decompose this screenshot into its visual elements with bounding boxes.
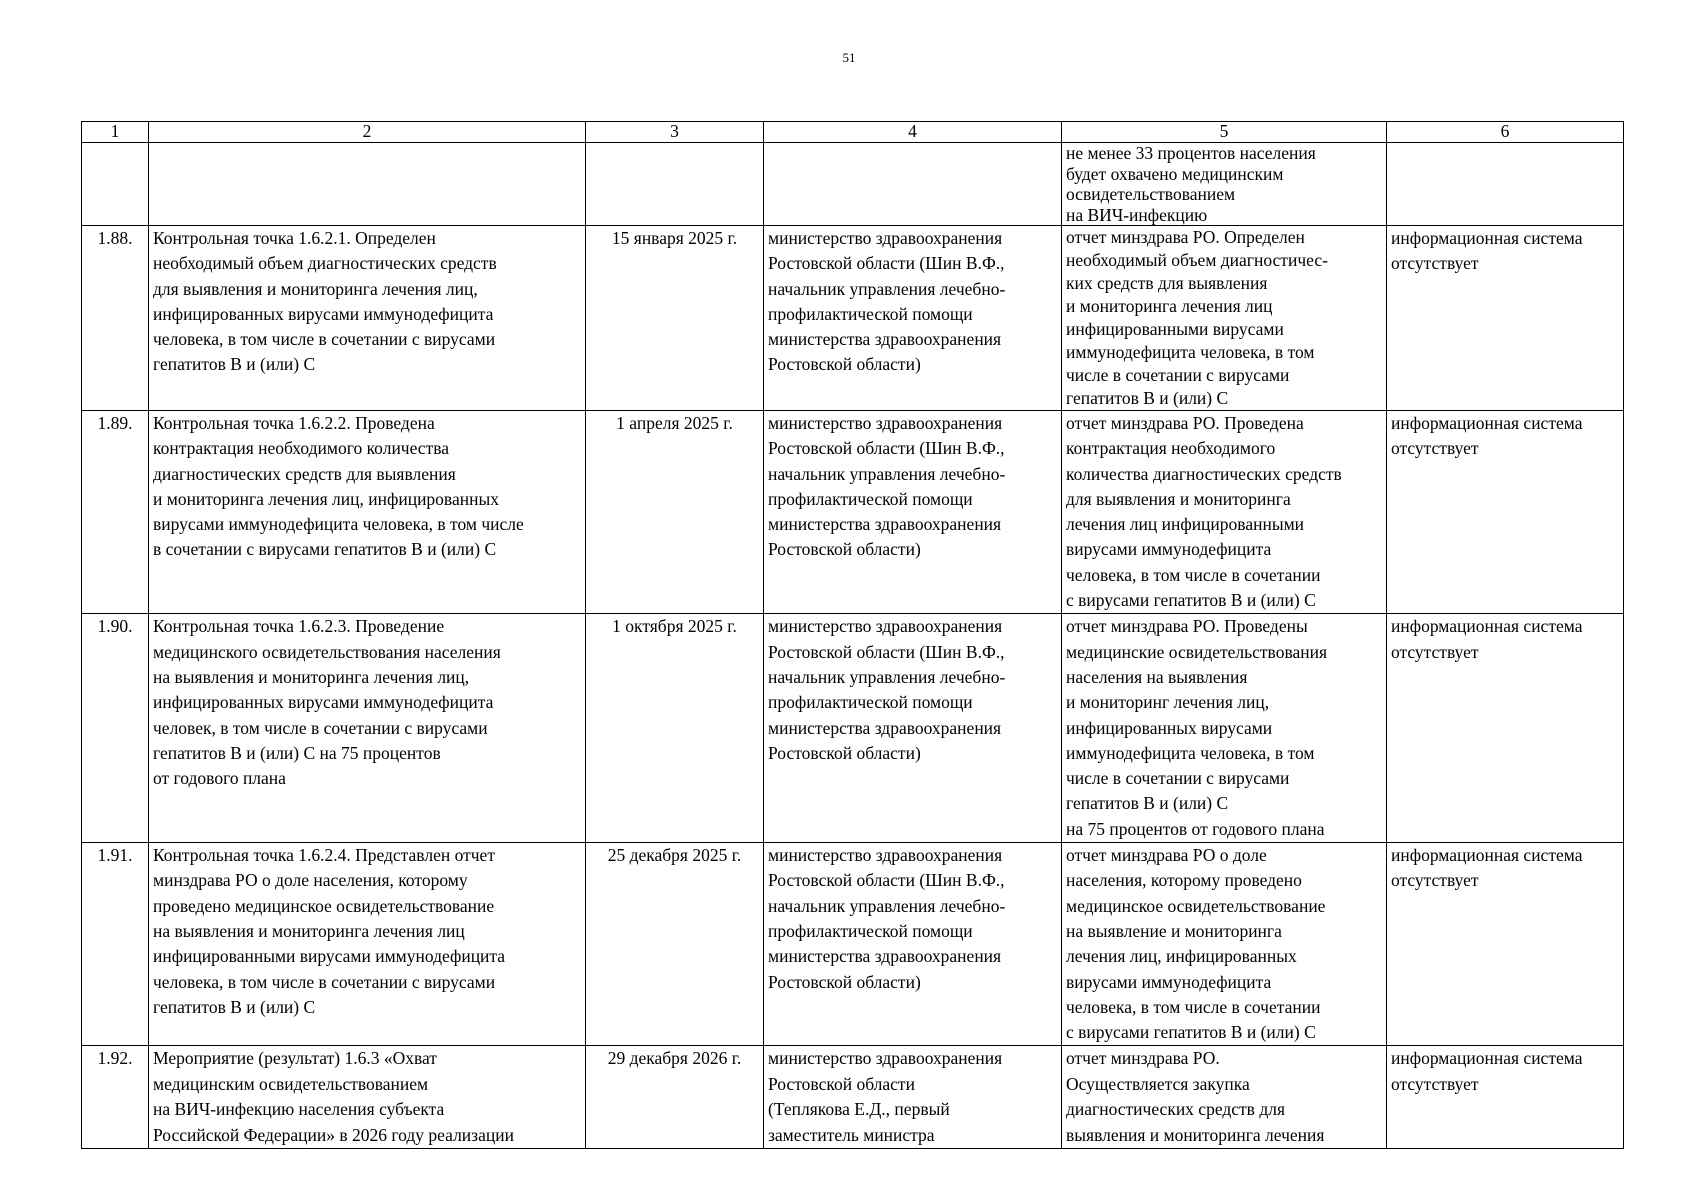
continuation-row (82, 143, 1624, 226)
cell-date: 15 января 2025 г. (586, 226, 764, 411)
header-col-2: 2 (149, 122, 586, 143)
cell-event: Контрольная точка 1.6.2.2. Проведена контрактация необходимого количества диагностических средств для выявления и мониторинга лечения лиц, инфицированных вирусами иммунодефицита человека, в том числе в сочетании с вирусами гепатитов В и (или) С (149, 411, 586, 614)
header-col-1: 1 (82, 122, 149, 143)
cell-system: информационная система отсутствует (1387, 411, 1624, 614)
header-col-5: 5 (1062, 122, 1387, 143)
cell-number: 1.92. (82, 1046, 149, 1149)
cell-event: Контрольная точка 1.6.2.4. Представлен отчет минздрава РО о доле населения, которому проведено медицинское освидетельствование на выявления и мониторинга лечения лиц инфицированными вирусами иммунодефицита человека, в том числе в сочетании с вирусами гепатитов В и (или) С (149, 843, 586, 1046)
page-number: 51 (842, 50, 856, 65)
header-row (82, 122, 1624, 143)
table-row (82, 411, 1624, 614)
cell-number: 1.89. (82, 411, 149, 614)
cell-responsible: министерство здравоохранения Ростовской области (Шин В.Ф., начальник управления лечебно- профилактической помощи министерства здравоохранения Ростовской области) (764, 226, 1062, 411)
cell-system: информационная система отсутствует (1387, 614, 1624, 843)
cell-responsible: министерство здравоохранения Ростовской области (Шин В.Ф., начальник управления лечебно- профилактической помощи министерства здравоохранения Ростовской области) (764, 843, 1062, 1046)
cell-responsible (764, 143, 1062, 226)
header-col-3: 3 (586, 122, 764, 143)
cell-date: 29 декабря 2026 г. (586, 1046, 764, 1149)
table-row (82, 1046, 1624, 1149)
cell-system: информационная система отсутствует (1387, 226, 1624, 411)
cell-system (1387, 143, 1624, 226)
table-row (82, 226, 1624, 411)
cell-result: не менее 33 процентов населения будет охвачено медицинским освидетельствованием на ВИЧ-инфекцию (1062, 143, 1387, 226)
table-row (82, 843, 1624, 1046)
cell-event: Мероприятие (результат) 1.6.3 «Охват медицинским освидетельствованием на ВИЧ-инфекцию населения субъекта Российской Федерации» в 2026 году реализации (149, 1046, 586, 1149)
cell-date (586, 143, 764, 226)
cell-responsible: министерство здравоохранения Ростовской области (Шин В.Ф., начальник управления лечебно- профилактической помощи министерства здравоохранения Ростовской области) (764, 411, 1062, 614)
header-col-4: 4 (764, 122, 1062, 143)
header-col-6: 6 (1387, 122, 1624, 143)
cell-date: 1 октября 2025 г. (586, 614, 764, 843)
cell-result: отчет минздрава РО. Осуществляется закупка диагностических средств для выявления и мониторинга лечения (1062, 1046, 1387, 1149)
cell-event (149, 143, 586, 226)
cell-result: отчет минздрава РО. Проведены медицинские освидетельствования населения на выявления и мониторинг лечения лиц, инфицированных вирусами иммунодефицита человека, в том числе в сочетании с вирусами гепатитов В и (или) С на 75 процентов от годового плана (1062, 614, 1387, 843)
cell-number: 1.91. (82, 843, 149, 1046)
cell-number: 1.88. (82, 226, 149, 411)
cell-number (82, 143, 149, 226)
cell-result: отчет минздрава РО. Проведена контрактация необходимого количества диагностических средств для выявления и мониторинга лечения лиц инфицированными вирусами иммунодефицита человека, в том числе в сочетании с вирусами гепатитов В и (или) С (1062, 411, 1387, 614)
cell-date: 25 декабря 2025 г. (586, 843, 764, 1046)
cell-responsible: министерство здравоохранения Ростовской области (Шин В.Ф., начальник управления лечебно- профилактической помощи министерства здравоохранения Ростовской области) (764, 614, 1062, 843)
cell-result: отчет минздрава РО. Определен необходимый объем диагностичес- ких средств для выявления и мониторинга лечения лиц инфицированными вирусами иммунодефицита человека, в том числе в сочетании с вирусами гепатитов В и (или) С (1062, 226, 1387, 411)
cell-event: Контрольная точка 1.6.2.1. Определен необходимый объем диагностических средств для выявления и мониторинга лечения лиц, инфицированных вирусами иммунодефицита человека, в том числе в сочетании с вирусами гепатитов В и (или) С (149, 226, 586, 411)
cell-responsible: министерство здравоохранения Ростовской области (Теплякова Е.Д., первый заместитель министра (764, 1046, 1062, 1149)
cell-event: Контрольная точка 1.6.2.3. Проведение медицинского освидетельствования населения на выявления и мониторинга лечения лиц, инфицированных вирусами иммунодефицита человек, в том числе в сочетании с вирусами гепатитов В и (или) С на 75 процентов от годового плана (149, 614, 586, 843)
cell-system: информационная система отсутствует (1387, 1046, 1624, 1149)
cell-number: 1.90. (82, 614, 149, 843)
cell-system: информационная система отсутствует (1387, 843, 1624, 1046)
cell-date: 1 апреля 2025 г. (586, 411, 764, 614)
cell-result: отчет минздрава РО о доле населения, которому проведено медицинское освидетельствование на выявление и мониторинга лечения лиц, инфицированных вирусами иммунодефицита человека, в том числе в сочетании с вирусами гепатитов В и (или) С (1062, 843, 1387, 1046)
plan-table (81, 121, 1624, 1149)
table-row (82, 614, 1624, 843)
